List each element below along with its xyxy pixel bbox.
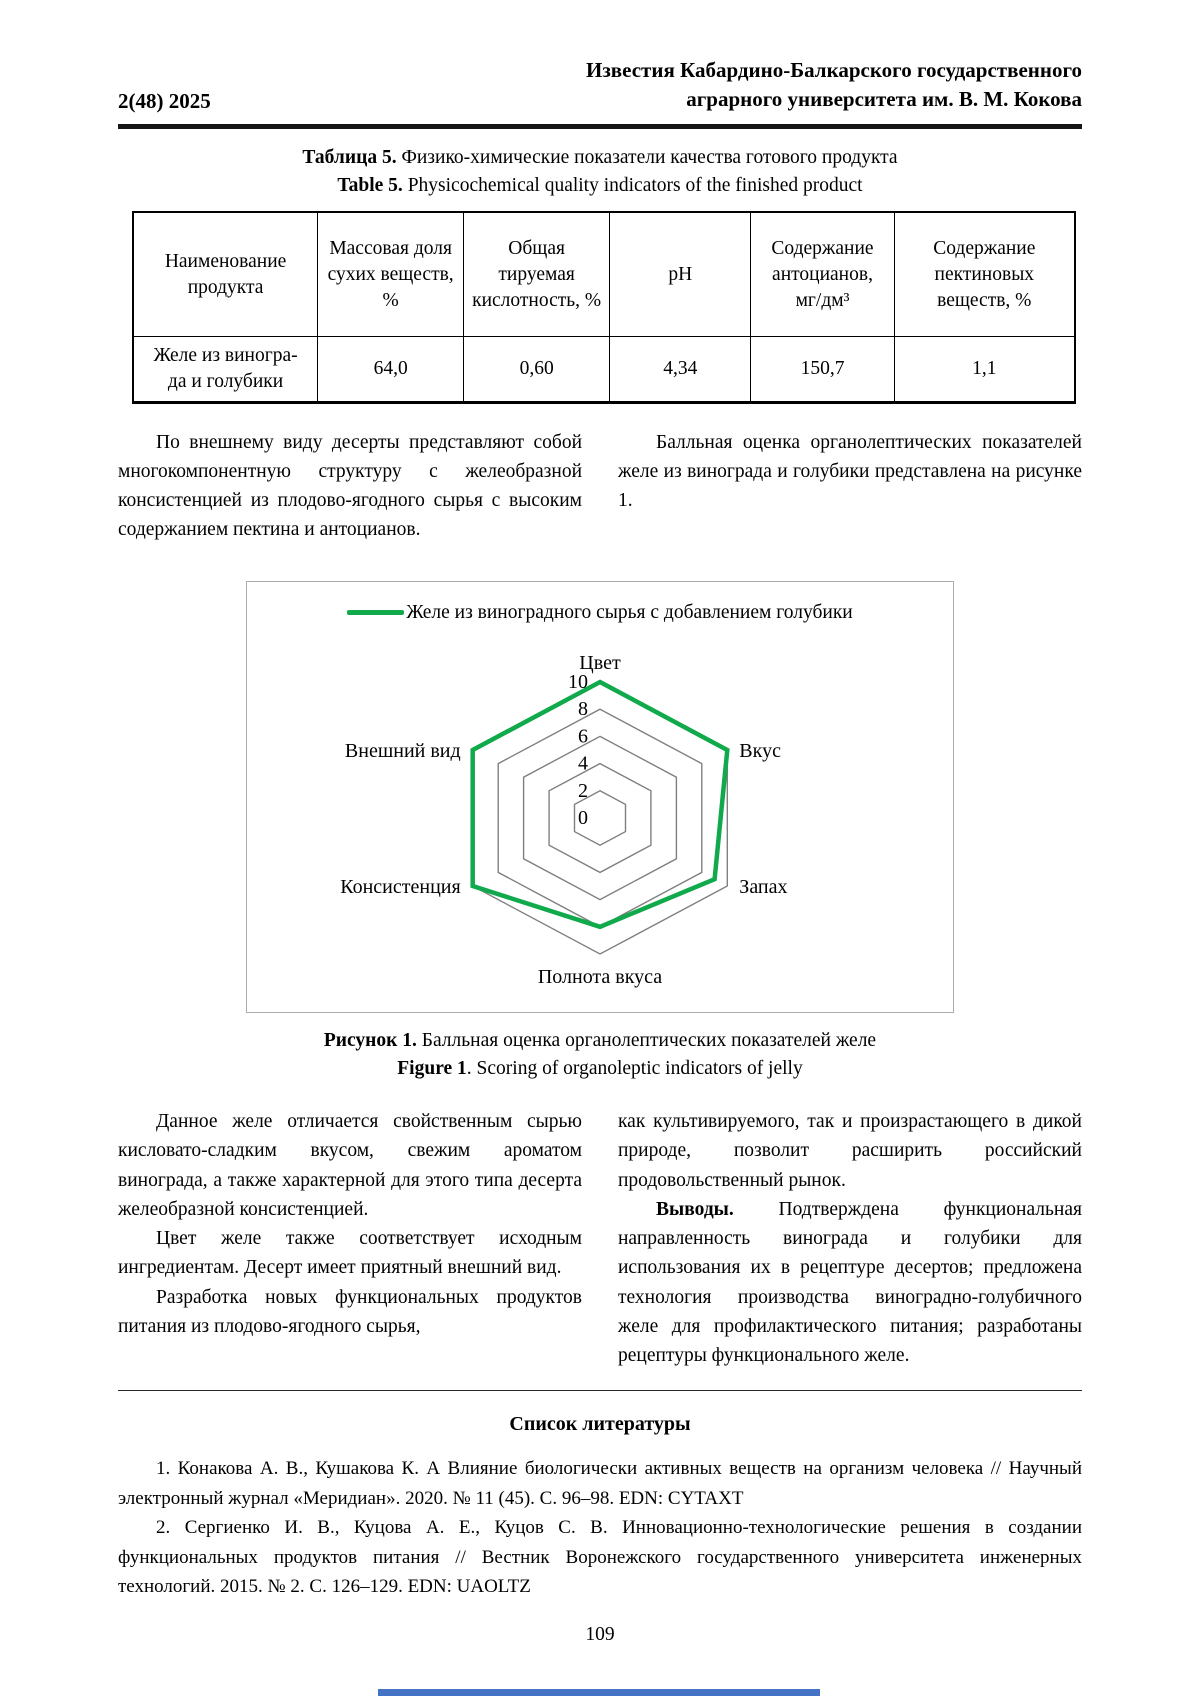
journal-title <box>586 56 1082 115</box>
paragraph-conclusions <box>618 1195 1082 1371</box>
figure1-caption-en-text: . Scoring of organoleptic indicators of jelly <box>466 1057 803 1079</box>
chart-legend <box>247 602 953 624</box>
figure1-caption-ru-label: Рисунок 1. <box>323 1029 417 1051</box>
table5-caption-ru-label: Таблица 5. <box>302 146 397 168</box>
grid-ring <box>549 763 651 872</box>
radial-tick-label: 2 <box>578 779 588 802</box>
paragraph: Балльная оценка органолептических показателей желе из винограда и голубики представлена на рисунке 1. <box>618 431 1082 512</box>
col-header-acidity: Общая тируемая кислотность, % <box>464 212 610 336</box>
figure-box <box>246 581 954 1013</box>
reference-item: 1. Конакова А. В., Кушакова К. А Влияние биологически активных веществ на организм человека // Научный электронный журнал «Меридиан». 2020. № 11 (45). С. 96–98. EDN: CYTAXT <box>118 1458 1082 1509</box>
table5-caption-en-text: Physicochemical quality indicators of the finished product <box>402 175 863 197</box>
grid-ring <box>524 736 677 899</box>
body-text-bottom <box>118 1107 1082 1370</box>
page-number: 109 <box>585 1623 615 1645</box>
col-header-dry-matter: Массовая доля сухих веществ, % <box>318 212 464 336</box>
radial-tick-label: 10 <box>568 670 588 693</box>
grid-ring <box>473 682 728 954</box>
radial-tick-label: 6 <box>578 725 588 748</box>
table5-caption-en <box>118 172 1082 200</box>
figure1-caption-ru <box>118 1027 1082 1055</box>
figure1-caption <box>118 1027 1082 1084</box>
legend-label: Желе из виноградного сырья с добавлением голубики <box>406 601 853 623</box>
paragraph: Разработка новых функциональных продуктов питания из плодово-ягодного сырья, <box>118 1286 582 1337</box>
table-header-row <box>133 212 1075 336</box>
table5-caption-en-label: Table 5. <box>337 175 403 197</box>
physicochemical-table <box>132 211 1076 403</box>
table5-caption-ru-text: Физико-химические показатели качества готового продукта <box>396 146 898 168</box>
figure1-caption-en <box>118 1055 1082 1083</box>
radial-tick-label: 8 <box>578 697 588 720</box>
bottom-blue-bar <box>378 1689 820 1696</box>
table-row <box>133 336 1075 402</box>
cell-pectin: 1,1 <box>894 336 1075 402</box>
cell-ph: 4,34 <box>610 336 751 402</box>
references-list <box>118 1454 1082 1601</box>
body-top-left-column <box>118 428 582 545</box>
grid-ring <box>498 709 702 927</box>
journal-title-line2: аграрного университета им. В. М. Кокова <box>686 87 1082 112</box>
table5-caption <box>118 144 1082 201</box>
col-header-anthocyanins: Содержание антоцианов, мг/дм³ <box>751 212 894 336</box>
reference-item: 2. Сергиенко И. В., Куцова А. Е., Куцов С. В. Инновационно-технологические решения в создании функциональных продуктов питания // Вестник Воронежского государственного университета инженерных технологий. 2015. № 2. С. 126–129. EDN: UAOLTZ <box>118 1517 1082 1598</box>
conclusions-lead: Выводы. <box>656 1198 734 1220</box>
cell-anthocyanins: 150,7 <box>751 336 894 402</box>
col-header-ph: pH <box>610 212 751 336</box>
body-text-top <box>118 428 1082 545</box>
axis-label: Цвет <box>579 651 621 674</box>
cell-acidity: 0,60 <box>464 336 610 402</box>
issue-number: 2(48) 2025 <box>118 88 211 113</box>
cell-product: Желе из виногра- да и голубики <box>133 336 318 402</box>
body-bottom-left-column <box>118 1107 582 1370</box>
cell-dry-matter: 64,0 <box>318 336 464 402</box>
figure1-caption-ru-text: Балльная оценка органолептических показателей желе <box>416 1029 877 1051</box>
journal-title-line1: Известия Кабардино-Балкарского государственного <box>586 58 1082 82</box>
paragraph: как культивируемого, так и произрастающего в дикой природе, позволит расширить российский продовольственный рынок. <box>618 1111 1082 1191</box>
page-header <box>118 56 1082 115</box>
radar-chart <box>250 626 950 1008</box>
references-heading: Список литературы <box>509 1413 691 1436</box>
axis-label: Запах <box>739 875 788 898</box>
header-rule <box>118 124 1082 129</box>
axis-label: Вкус <box>739 739 781 762</box>
radial-tick-label: 4 <box>578 752 588 775</box>
axis-label: Внешний вид <box>344 739 461 762</box>
body-top-right-column <box>618 428 1082 545</box>
table5-caption-ru <box>118 144 1082 172</box>
paragraph: Цвет желе также соответствует исходным ингредиентам. Десерт имеет приятный внешний вид. <box>118 1228 582 1279</box>
paragraph: По внешнему виду десерты представляют собой многокомпонентную структуру с желеобразной консистенцией из плодово-ягодного сырья с высоким содержанием пектина и антоцианов. <box>118 431 582 541</box>
paragraph: Данное желе отличается свойственным сырью кисловато-сладким вкусом, свежим ароматом винограда, а также характерной для этого типа десерта желеобразной консистенцией. <box>118 1111 582 1220</box>
body-bottom-right-column <box>618 1107 1082 1370</box>
data-series-polygon <box>473 682 728 927</box>
col-header-pectin: Содержание пектиновых веществ, % <box>894 212 1075 336</box>
axis-label: Полнота вкуса <box>537 965 663 988</box>
legend-line-swatch <box>347 610 404 615</box>
axis-label: Консистенция <box>340 875 461 898</box>
conclusions-text: Подтверждена функциональная направленность винограда и голубики для использования их в рецептуре десертов; предложена технология производства виноградно-голубичного желе для профилактического питания; разработаны рецептуры функционального желе. <box>618 1198 1082 1367</box>
radial-tick-label: 0 <box>578 806 588 829</box>
figure1-caption-en-label: Figure 1 <box>397 1057 467 1079</box>
col-header-product: Наименование продукта <box>133 212 318 336</box>
section-divider <box>118 1390 1082 1391</box>
